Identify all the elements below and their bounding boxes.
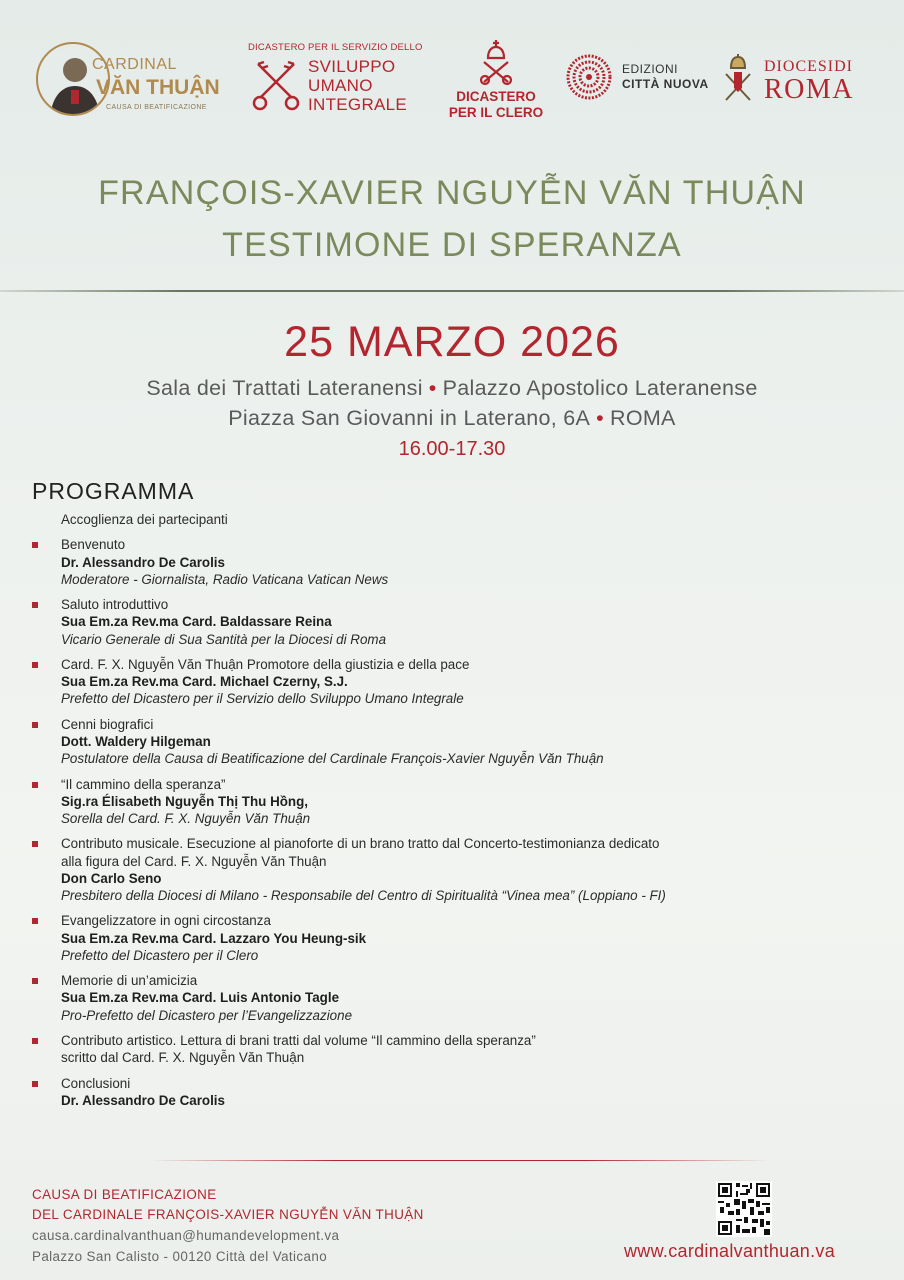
- event-venue: [0, 376, 904, 401]
- programma-item: [0, 1032, 904, 1066]
- venue-hall: Sala dei Trattati Lateranensi: [146, 376, 423, 400]
- bullet-icon: [32, 662, 38, 668]
- programma-item-speaker: Dott. Waldery Hilgeman: [61, 733, 211, 749]
- programma-item-speaker: Dr. Alessandro De Carolis: [61, 554, 225, 570]
- logo-clero-line1: DICASTERO: [456, 89, 536, 104]
- programma-item-speaker: Sua Em.za Rev.ma Card. Baldassare Reina: [61, 614, 332, 630]
- footer-website[interactable]: www.cardinalvanthuan.va: [624, 1241, 836, 1261]
- programma-item-title: Evangelizzatore in ogni circostanza: [61, 913, 271, 929]
- programma-item-title: “Il cammino della speranza”: [61, 776, 226, 792]
- bullet-icon: [32, 722, 38, 728]
- logo-cn-line2: CITTÀ NUOVA: [622, 77, 709, 91]
- programma-item-title: Benvenuto: [61, 537, 126, 553]
- header-divider: [0, 290, 904, 292]
- programma-item: [0, 912, 904, 964]
- logo-roma-line2: ROMA: [764, 74, 855, 105]
- logo-cn-line1: EDIZIONI: [622, 62, 679, 76]
- programma-item-title: scritto dal Card. F. X. Nguyễn Văn Thuận: [61, 1050, 305, 1066]
- programma-item-title: Contributo musicale. Esecuzione al pianoforte di un brano tratto dal Concerto-testimonianza dedicato: [61, 836, 660, 852]
- programma-item: [0, 1075, 904, 1109]
- programma-item-role: Postulatore della Causa di Beatificazione del Cardinale François-Xavier Nguyễn Văn Thuận: [61, 751, 604, 767]
- programma-item-role: Vicario Generale di Sua Santità per la Diocesi di Roma: [61, 631, 387, 647]
- logo-sviluppo-w3: INTEGRALE: [308, 95, 408, 114]
- programma-item-speaker: Sua Em.za Rev.ma Card. Lazzaro You Heung-sik: [61, 930, 367, 946]
- logo-cardinal-van-thuan: [36, 38, 226, 122]
- event-date: 25 MARZO 2026: [284, 318, 620, 366]
- programma-item-role: Moderatore - Giornalista, Radio Vaticana Vatican News: [61, 571, 389, 587]
- programma-item-role: Sorella del Card. F. X. Nguyễn Văn Thuận: [61, 810, 311, 826]
- footer-divider: [150, 1160, 770, 1161]
- programma-item-title: alla figura del Card. F. X. Nguyễn Văn Thuận: [61, 853, 327, 869]
- programma-item-title: Contributo artistico. Lettura di brani tratti dal volume “Il cammino della speranza”: [61, 1032, 536, 1048]
- bullet-icon: [32, 1081, 38, 1087]
- logo-vanthuan-line3: CAUSA DI BEATIFICAZIONE: [106, 104, 207, 111]
- logo-roma-line1: DIOCESIDI: [764, 58, 853, 75]
- bullet-icon: [32, 918, 38, 924]
- footer-cause-line1: CAUSA DI BEATIFICAZIONE: [32, 1187, 217, 1202]
- programma-list: [0, 511, 904, 1117]
- logo-sviluppo-words: [308, 57, 407, 114]
- address-street: Piazza San Giovanni in Laterano, 6A: [228, 406, 591, 430]
- programma-item-role: Prefetto del Dicastero per il Clero: [61, 947, 259, 963]
- programma-item-role: Presbitero della Diocesi di Milano - Responsabile del Centro di Spiritualità “Vinea mea” (Loppiano - FI): [61, 887, 666, 903]
- address-separator: •: [596, 406, 604, 430]
- bullet-icon: [32, 978, 38, 984]
- logo-diocesi-roma: [720, 52, 870, 108]
- address-city: ROMA: [610, 406, 676, 430]
- bullet-icon: [32, 841, 38, 847]
- keys-icon: [250, 58, 302, 112]
- programma-item: [0, 716, 904, 768]
- logo-sviluppo-top: DICASTERO PER IL SERVIZIO DELLO: [248, 42, 423, 53]
- logo-sviluppo-umano: [248, 42, 428, 122]
- venue-separator: •: [428, 376, 437, 400]
- logo-bar: [0, 36, 904, 126]
- programma-item: [0, 536, 904, 588]
- programma-item: [0, 835, 904, 904]
- bullet-icon: [32, 542, 38, 548]
- programma-item: [0, 972, 904, 1024]
- event-time: 16.00-17.30: [398, 438, 506, 460]
- programma-item-title: Accoglienza dei partecipanti: [61, 512, 228, 527]
- programma-item-speaker: Dr. Alessandro De Carolis: [61, 1092, 225, 1108]
- venue-palace: Palazzo Apostolico Lateranense: [442, 376, 758, 400]
- programma-item-title: Card. F. X. Nguyễn Văn Thuận Promotore della giustizia e della pace: [61, 656, 470, 672]
- programma-item-role: Prefetto del Dicastero per il Servizio dello Sviluppo Umano Integrale: [61, 691, 464, 707]
- programma-item-speaker: Don Carlo Seno: [61, 870, 162, 886]
- event-address: [0, 406, 904, 431]
- footer-address: Palazzo San Calisto - 00120 Città del Vaticano: [32, 1249, 328, 1264]
- programma-heading: PROGRAMMA: [32, 478, 195, 504]
- programma-item: [0, 656, 904, 708]
- event-title-line2: TESTIMONE DI SPERANZA: [222, 226, 682, 264]
- logo-clero-text: [440, 89, 552, 121]
- programma-item: [0, 596, 904, 648]
- logo-clero-line2: PER IL CLERO: [448, 105, 544, 120]
- logo-citta-nuova-text: [622, 62, 709, 92]
- programma-item-title: Saluto introduttivo: [61, 597, 169, 613]
- citta-nuova-disc-icon: [566, 54, 612, 100]
- footer-email[interactable]: causa.cardinalvanthuan@humandevelopment.va: [32, 1228, 340, 1243]
- programma-item-title: Conclusioni: [61, 1075, 131, 1091]
- bullet-icon: [32, 782, 38, 788]
- event-title-line1: FRANÇOIS-XAVIER NGUYỄN VĂN THUẬN: [98, 174, 806, 212]
- logo-vanthuan-line2: VĂN THUẬN: [96, 76, 220, 99]
- programma-item-speaker: Sua Em.za Rev.ma Card. Luis Antonio Tagle: [61, 990, 340, 1006]
- bullet-icon: [32, 602, 38, 608]
- logo-citta-nuova: [566, 54, 716, 104]
- logo-sviluppo-w2: UMANO: [308, 76, 373, 95]
- programma-item-role: Pro-Prefetto del Dicastero per l’Evangelizzazione: [61, 1007, 353, 1023]
- logo-sviluppo-w1: SVILUPPO: [308, 57, 396, 76]
- programma-item-title: Memorie di un’amicizia: [61, 973, 198, 989]
- programma-item-speaker: Sig.ra Élisabeth Nguyễn Thị Thu Hồng,: [61, 793, 308, 809]
- diocese-crest-icon: [720, 54, 756, 104]
- footer-cause-line2: DEL CARDINALE FRANÇOIS-XAVIER NGUYỄN VĂN THUẬN: [32, 1207, 424, 1222]
- logo-vanthuan-line1: CARDINAL: [92, 56, 177, 73]
- programma-item: [0, 511, 904, 528]
- papal-emblem-icon: [478, 38, 514, 86]
- bullet-icon: [32, 1038, 38, 1044]
- qr-code-icon[interactable]: [716, 1181, 772, 1237]
- logo-dicastero-clero: [440, 36, 552, 126]
- programma-item: [0, 776, 904, 828]
- programma-item-title: Cenni biografici: [61, 716, 154, 732]
- programma-item-speaker: Sua Em.za Rev.ma Card. Michael Czerny, S.J.: [61, 674, 348, 690]
